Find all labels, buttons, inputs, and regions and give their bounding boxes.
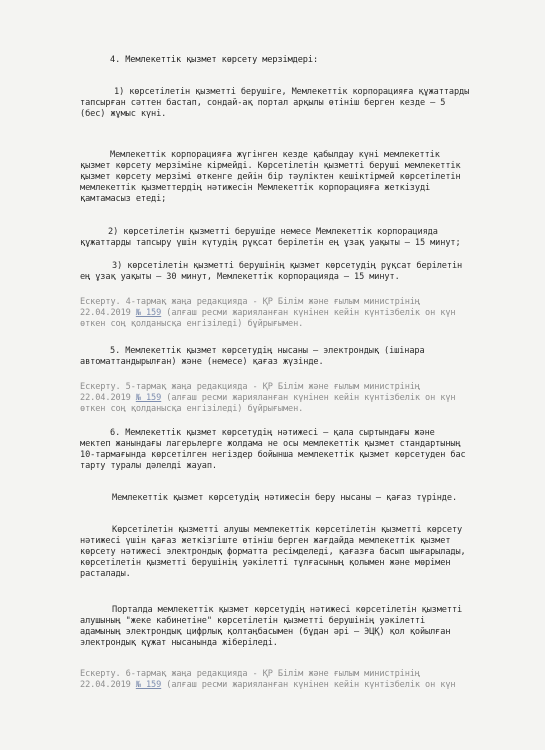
section-heading: 4. Мемлекеттік қызмет көрсету мерзімдері:	[110, 55, 319, 65]
paragraph-line: қамтамасыз етеді;	[80, 194, 167, 204]
paragraph-line: автоматтандырылған) және (немесе) қағаз жүзінде.	[80, 357, 324, 367]
paragraph-line: мемлекеттік қызметтердің нәтижесін Мемлекеттік корпорацияға жеткізуді	[80, 183, 431, 193]
paragraph-line: қызмет көрсету мерзімі өткенге дейін бір тәуліктен кешіктірмей көрсетілетін	[80, 172, 461, 182]
amendment-note	[80, 680, 456, 691]
order-link[interactable]: № 159	[135, 680, 162, 690]
paragraph-line: расталады.	[80, 569, 131, 579]
paragraph-line: 10-тармағында көрсетілген негіздер бойынша мемлекеттік қызмет көрсетуден бас	[80, 450, 466, 460]
note-date: 22.04.2019	[80, 308, 136, 318]
paragraph-line: адамының электрондық цифрлық қолтаңбасымен (бұдан әрі – ЭЦҚ) қол қойылған	[80, 627, 451, 637]
note-text: (алғаш ресми жарияланған күнінен кейін күнтізбелік он күн	[161, 680, 456, 690]
paragraph-line: Көрсетілетін қызметті алушы мемлекеттік көрсетілетін қызметті көрсету	[112, 525, 463, 535]
paragraph-line: Мемлекеттік қызмет көрсетудің нәтижесін беру нысаны – қағаз түрінде.	[112, 493, 458, 503]
paragraph-line: (бес) жұмыс күні.	[80, 109, 167, 119]
order-link[interactable]: № 159	[135, 393, 162, 403]
paragraph-line: 2) көрсетілетін қызметті берушіде немесе Мемлекеттік корпорацияда	[108, 227, 438, 237]
paragraph-line: ең ұзақ уақыты – 30 минут, Мемлекеттік корпорацияда – 15 минут.	[80, 272, 400, 282]
amendment-note	[80, 308, 456, 319]
amendment-note: Ескерту. 4-тармақ жаңа редакцияда - ҚР Білім және ғылым министрінің	[80, 297, 420, 307]
paragraph-line: көрсетілетін қызметті берушінің уәкілетті тұлғасының қолымен және мөрімен	[80, 558, 451, 568]
amendment-note: Ескерту. 6-тармақ жаңа редакцияда - ҚР Білім және ғылым министрінің	[80, 669, 420, 679]
paragraph-line: Мемлекеттік корпорацияға жүгінген кезде қабылдау күні мемлекеттік	[110, 150, 440, 160]
paragraph-line: 5. Мемлекеттік қызмет көрсетудің нысаны – электрондық (ішінара	[110, 346, 425, 356]
paragraph-line: Порталда мемлекеттік қызмет көрсетудің нәтижесі көрсетілетін қызметті	[112, 605, 463, 615]
paragraph-line: көрсету нәтижесі электрондық форматта ресімделеді, қағазға басып шығарылады,	[80, 547, 466, 557]
paragraph-line: мектеп жанындағы лагерьлерге жолдама не осы мемлекеттік қызмет стандартының	[80, 439, 461, 449]
paragraph-line: 3) көрсетілетін қызметті берушінің қызмет көрсетудің рұқсат берілетін	[112, 261, 463, 271]
paragraph-line: 1) көрсетілетін қызметті берушіге, Мемлекеттік корпорацияға құжаттарды	[114, 87, 470, 97]
amendment-note: өткен соң қолданысқа енгізіледі) бұйрығымен.	[80, 319, 304, 329]
amendment-note	[80, 393, 456, 404]
note-date: 22.04.2019	[80, 680, 136, 690]
paragraph-line: алушының "жеке кабинетіне" көрсетілетін қызметті берушінің уәкілетті	[80, 616, 426, 626]
amendment-note: өткен соң қолданысқа енгізіледі) бұйрығымен.	[80, 404, 304, 414]
note-date: 22.04.2019	[80, 393, 136, 403]
paragraph-line: 6. Мемлекеттік қызмет көрсетудің нәтижесі – қала сыртындағы және	[110, 428, 435, 438]
note-text: (алғаш ресми жарияланған күнінен кейін күнтізбелік он күн	[161, 393, 456, 403]
order-link[interactable]: № 159	[135, 308, 162, 318]
paragraph-line: нәтижесі үшін қағаз жеткізгіште өтініш берген жағдайда мемлекеттік қызмет	[80, 536, 451, 546]
paragraph-line: құжаттарды тапсыру үшін күтудің рұқсат берілетін ең ұзақ уақыты – 15 минут;	[80, 238, 461, 248]
paragraph-line: тарту туралы дәлелді жауап.	[80, 461, 217, 471]
paragraph-line: тапсырған сәттен бастап, сондай-ақ портал арқылы өтініш берген кезде – 5	[80, 98, 446, 108]
paragraph-line: электрондық құжат нысанында жіберіледі.	[80, 638, 278, 648]
paragraph-line: қызмет көрсету мерзіміне кірмейді. Көрсетілетін қызметті беруші мемлекеттік	[80, 161, 461, 171]
note-text: (алғаш ресми жарияланған күнінен кейін күнтізбелік он күн	[161, 308, 456, 318]
amendment-note: Ескерту. 5-тармақ жаңа редакцияда - ҚР Білім және ғылым министрінің	[80, 382, 420, 392]
